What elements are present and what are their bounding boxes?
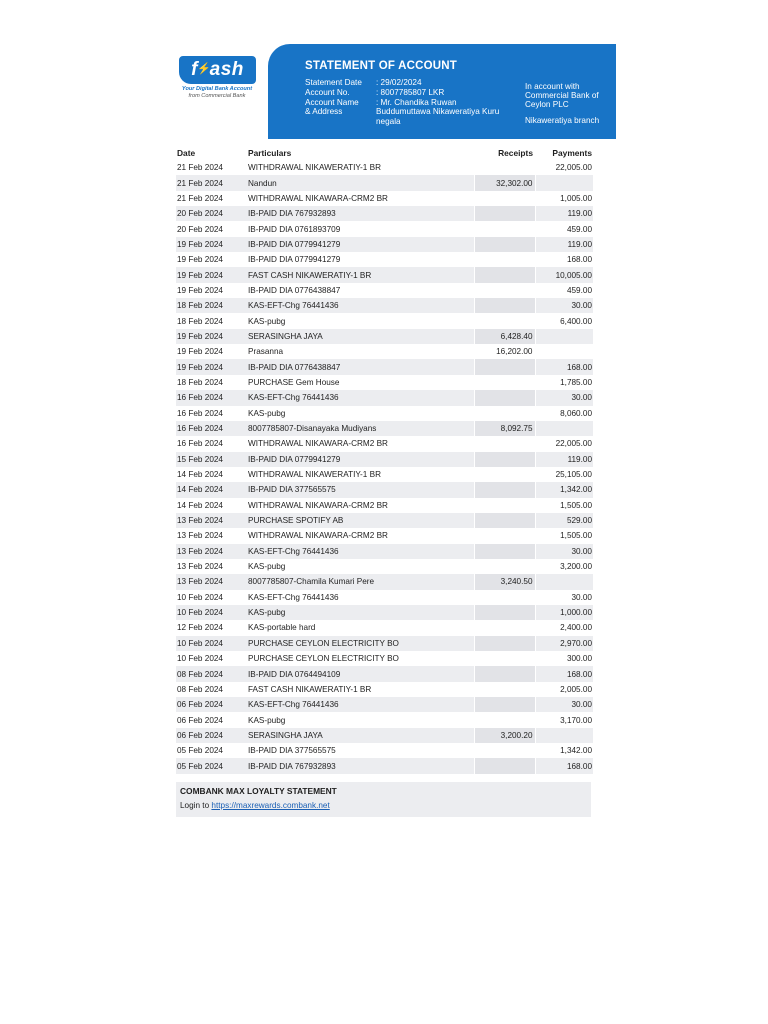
payments-cell: 30.00 (571, 592, 592, 602)
particulars-cell: IB-PAID DIA 767932893 (248, 758, 474, 773)
receipts-cell (474, 359, 535, 374)
date-cell: 12 Feb 2024 (177, 623, 223, 633)
lightning-bolt-icon: ⚡ (196, 62, 211, 75)
particulars-cell: FAST CASH NIKAWERATIY-1 BR (248, 267, 474, 282)
table-row (176, 728, 593, 743)
date-cell: 10 Feb 2024 (176, 636, 248, 651)
receipts-cell (474, 390, 535, 405)
particulars-cell: IB-PAID DIA 0779941279 (248, 237, 474, 252)
particulars-cell: KAS-pubg (248, 605, 474, 620)
payments-cell: 529.00 (535, 513, 593, 528)
payments-cell: 119.00 (535, 452, 593, 467)
particulars-cell: FAST CASH NIKAWERATIY-1 BR (248, 684, 372, 694)
particulars-cell: WITHDRAWAL NIKAWERATIY-1 BR (248, 470, 381, 480)
particulars-cell: IB-PAID DIA 767932893 (248, 206, 474, 221)
date-cell: 15 Feb 2024 (176, 452, 248, 467)
particulars-cell: IB-PAID DIA 0779941279 (248, 255, 341, 265)
date-cell: 06 Feb 2024 (177, 715, 223, 725)
login-prefix: Login to (180, 801, 212, 810)
table-row (176, 651, 593, 666)
account-name-row (305, 98, 524, 108)
receipts-cell: 32,302.00 (474, 175, 535, 190)
table-row (176, 452, 593, 467)
payments-cell: 168.00 (535, 666, 593, 681)
receipts-cell: 6,428.40 (474, 329, 535, 344)
receipts-cell (474, 513, 535, 528)
payments-cell: 2,400.00 (560, 623, 592, 633)
table-row (176, 390, 593, 405)
receipts-cell: 8,092.75 (474, 421, 535, 436)
payments-cell: 168.00 (535, 758, 593, 773)
particulars-cell: WITHDRAWAL NIKAWARA-CRM2 BR (248, 193, 388, 203)
flash-logo (179, 56, 256, 84)
payments-header: Payments (552, 148, 592, 158)
date-cell: 18 Feb 2024 (177, 377, 223, 387)
bank-name-text: In account with Commercial Bank of Ceylon PLC (525, 82, 599, 110)
receipts-cell: 3,240.50 (474, 574, 535, 589)
receipts-cell: 16,202.00 (474, 344, 535, 359)
date-cell: 16 Feb 2024 (177, 439, 223, 449)
receipts-cell (474, 252, 535, 267)
transactions-table (176, 146, 593, 774)
payments-cell: 1,342.00 (560, 746, 592, 756)
table-row (176, 206, 593, 221)
date-cell: 19 Feb 2024 (176, 359, 248, 374)
receipts-cell (474, 436, 535, 451)
table-row (176, 160, 593, 175)
table-row (176, 421, 593, 436)
date-cell: 19 Feb 2024 (177, 255, 223, 265)
payments-cell: 459.00 (566, 285, 592, 295)
payments-cell: 1,000.00 (535, 605, 593, 620)
particulars-cell: SERASINGHA JAYA (248, 728, 474, 743)
loyalty-statement-box (176, 782, 591, 817)
payments-cell: 22,005.00 (555, 163, 592, 173)
receipts-cell: 3,200.20 (474, 728, 535, 743)
receipts-cell (474, 605, 535, 620)
table-row (176, 513, 593, 528)
receipts-cell (474, 559, 535, 574)
date-header: Date (177, 148, 196, 158)
address-label: & Address (305, 107, 343, 117)
particulars-cell: IB-PAID DIA 0776438847 (248, 359, 474, 374)
particulars-cell: IB-PAID DIA 0761893709 (248, 224, 341, 234)
particulars-cell: PURCHASE CEYLON ELECTRICITY BO (248, 654, 399, 664)
particulars-header: Particulars (248, 148, 292, 158)
date-cell: 18 Feb 2024 (176, 298, 248, 313)
table-row (176, 298, 593, 313)
address-value: Buddumuttawa Nikaweratiya Kuru negala (376, 107, 500, 127)
payments-cell: 3,170.00 (560, 715, 592, 725)
date-cell: 06 Feb 2024 (176, 697, 248, 712)
table-row (176, 329, 593, 344)
payments-cell (535, 574, 593, 589)
receipts-cell (474, 206, 535, 221)
particulars-cell: WITHDRAWAL NIKAWERATIY-1 BR (248, 163, 381, 173)
date-cell: 19 Feb 2024 (177, 285, 223, 295)
date-cell: 13 Feb 2024 (176, 513, 248, 528)
receipts-cell (474, 482, 535, 497)
particulars-cell: KAS-pubg (248, 715, 286, 725)
date-cell: 13 Feb 2024 (177, 531, 223, 541)
payments-cell (535, 344, 593, 359)
particulars-cell: Nandun (248, 175, 474, 190)
receipts-cell (474, 758, 535, 773)
table-row (176, 758, 593, 773)
logo-tagline-line-1: Your Digital Bank Account (181, 86, 253, 92)
table-header-row (176, 146, 593, 160)
payments-cell (535, 421, 593, 436)
table-row (176, 436, 593, 451)
payments-cell: 1,005.00 (560, 193, 592, 203)
loyalty-login-line (180, 801, 330, 810)
account-no-row (305, 88, 524, 98)
receipts-cell (474, 452, 535, 467)
payments-cell: 1,505.00 (560, 531, 592, 541)
receipts-cell (474, 283, 535, 298)
account-details (305, 78, 524, 127)
payments-cell: 6,400.00 (560, 316, 592, 326)
date-cell: 18 Feb 2024 (177, 316, 223, 326)
particulars-cell: KAS-EFT-Chg 76441436 (248, 544, 474, 559)
date-cell: 14 Feb 2024 (177, 470, 223, 480)
date-cell: 05 Feb 2024 (177, 746, 223, 756)
table-row (176, 712, 593, 727)
receipts-cell (474, 544, 535, 559)
payments-cell: 3,200.00 (560, 562, 592, 572)
particulars-cell: PURCHASE SPOTIFY AB (248, 513, 474, 528)
table-row (176, 467, 593, 482)
receipts-cell (474, 313, 535, 328)
logo-word-left: f (191, 59, 198, 80)
table-row (176, 482, 593, 497)
payments-cell: 119.00 (535, 206, 593, 221)
date-cell: 10 Feb 2024 (177, 592, 223, 602)
branch-name: Nikaweratiya branch (525, 115, 600, 125)
table-row (176, 191, 593, 206)
particulars-cell: KAS-pubg (248, 562, 286, 572)
table-row (176, 498, 593, 513)
payments-cell: 30.00 (535, 298, 593, 313)
date-cell: 10 Feb 2024 (177, 654, 223, 664)
receipts-cell (474, 636, 535, 651)
table-row (176, 252, 593, 267)
payments-cell: 10,005.00 (535, 267, 593, 282)
receipts-cell (474, 160, 535, 175)
receipts-cell (474, 743, 535, 758)
date-cell: 08 Feb 2024 (177, 684, 223, 694)
particulars-cell: KAS-EFT-Chg 76441436 (248, 390, 474, 405)
statement-title: STATEMENT OF ACCOUNT (305, 60, 457, 72)
payments-cell (535, 728, 593, 743)
table-row (176, 559, 593, 574)
receipts-cell (474, 590, 535, 605)
particulars-cell: KAS-EFT-Chg 76441436 (248, 592, 339, 602)
date-cell: 21 Feb 2024 (176, 175, 248, 190)
table-row (176, 697, 593, 712)
table-row (176, 359, 593, 374)
logo-tagline (172, 86, 262, 100)
particulars-cell: WITHDRAWAL NIKAWARA-CRM2 BR (248, 500, 388, 510)
payments-cell: 1,342.00 (535, 482, 593, 497)
date-cell: 10 Feb 2024 (176, 605, 248, 620)
payments-cell: 30.00 (535, 697, 593, 712)
statement-date-value: : 29/02/2024 (376, 78, 422, 87)
date-cell: 20 Feb 2024 (176, 206, 248, 221)
table-row (176, 175, 593, 190)
receipts-cell (474, 682, 535, 697)
table-row (176, 605, 593, 620)
particulars-cell: Prasanna (248, 347, 284, 357)
loyalty-title: COMBANK MAX LOYALTY STATEMENT (180, 786, 337, 796)
receipts-cell (474, 528, 535, 543)
date-cell: 13 Feb 2024 (176, 544, 248, 559)
table-row (176, 313, 593, 328)
receipts-cell (474, 406, 535, 421)
particulars-cell: PURCHASE CEYLON ELECTRICITY BO (248, 636, 474, 651)
receipts-cell (474, 697, 535, 712)
particulars-cell: 8007785807-Chamila Kumari Pere (248, 574, 474, 589)
account-name-label: Account Name (305, 97, 359, 107)
date-cell: 16 Feb 2024 (176, 390, 248, 405)
payments-cell (535, 329, 593, 344)
receipts-header: Receipts (498, 148, 533, 158)
receipts-cell (474, 221, 535, 236)
particulars-cell: WITHDRAWAL NIKAWARA-CRM2 BR (248, 531, 388, 541)
payments-cell (535, 175, 593, 190)
statement-date-row (305, 78, 524, 88)
particulars-cell: KAS-pubg (248, 408, 286, 418)
payments-cell: 168.00 (535, 359, 593, 374)
date-cell: 21 Feb 2024 (177, 193, 223, 203)
payments-cell: 30.00 (535, 390, 593, 405)
receipts-cell (474, 191, 535, 206)
payments-cell: 119.00 (535, 237, 593, 252)
table-row (176, 406, 593, 421)
table-row (176, 636, 593, 651)
receipts-cell (474, 666, 535, 681)
account-no-label: Account No. (305, 87, 350, 97)
table-row (176, 375, 593, 390)
table-row (176, 682, 593, 697)
payments-cell: 25,105.00 (555, 470, 592, 480)
particulars-cell: KAS-EFT-Chg 76441436 (248, 298, 474, 313)
date-cell: 06 Feb 2024 (176, 728, 248, 743)
table-row (176, 620, 593, 635)
payments-cell: 30.00 (535, 544, 593, 559)
date-cell: 05 Feb 2024 (176, 758, 248, 773)
payments-cell: 300.00 (566, 654, 592, 664)
maxrewards-link[interactable]: https://maxrewards.combank.net (211, 801, 330, 810)
particulars-cell: KAS-pubg (248, 316, 286, 326)
statement-date-label: Statement Date (305, 78, 362, 87)
table-row (176, 283, 593, 298)
date-cell: 16 Feb 2024 (176, 421, 248, 436)
payments-cell: 22,005.00 (555, 439, 592, 449)
table-row (176, 574, 593, 589)
bank-info (525, 82, 615, 125)
date-cell: 21 Feb 2024 (177, 163, 223, 173)
receipts-cell (474, 267, 535, 282)
particulars-cell: 8007785807-Disanayaka Mudiyans (248, 421, 474, 436)
date-cell: 20 Feb 2024 (177, 224, 223, 234)
payments-cell: 2,970.00 (535, 636, 593, 651)
statement-header (268, 44, 616, 139)
table-row (176, 544, 593, 559)
particulars-cell: IB-PAID DIA 0779941279 (248, 452, 474, 467)
logo-tagline-line-2: from Commercial Bank (188, 93, 246, 99)
table-row (176, 237, 593, 252)
date-cell: 14 Feb 2024 (176, 482, 248, 497)
receipts-cell (474, 298, 535, 313)
table-row (176, 221, 593, 236)
receipts-cell (474, 712, 535, 727)
date-cell: 13 Feb 2024 (176, 574, 248, 589)
receipts-cell (474, 620, 535, 635)
payments-cell: 2,005.00 (560, 684, 592, 694)
date-cell: 19 Feb 2024 (176, 329, 248, 344)
date-cell: 14 Feb 2024 (177, 500, 223, 510)
particulars-cell: PURCHASE Gem House (248, 377, 340, 387)
particulars-cell: IB-PAID DIA 0776438847 (248, 285, 341, 295)
payments-cell: 1,785.00 (560, 377, 592, 387)
receipts-cell (474, 651, 535, 666)
account-name-value: : Mr. Chandika Ruwan (376, 97, 457, 107)
payments-cell: 8,060.00 (560, 408, 592, 418)
account-no-value: : 8007785807 LKR (376, 87, 445, 97)
receipts-cell (474, 375, 535, 390)
table-row (176, 267, 593, 282)
receipts-cell (474, 467, 535, 482)
table-row (176, 743, 593, 758)
date-cell: 19 Feb 2024 (177, 347, 223, 357)
receipts-cell (474, 237, 535, 252)
particulars-cell: KAS-EFT-Chg 76441436 (248, 697, 474, 712)
date-cell: 16 Feb 2024 (177, 408, 223, 418)
payments-cell: 1,505.00 (560, 500, 592, 510)
table-row (176, 344, 593, 359)
receipts-cell (474, 498, 535, 513)
table-row (176, 590, 593, 605)
date-cell: 13 Feb 2024 (177, 562, 223, 572)
particulars-cell: IB-PAID DIA 377565575 (248, 746, 336, 756)
date-cell: 08 Feb 2024 (176, 666, 248, 681)
address-row (305, 107, 524, 127)
particulars-cell: IB-PAID DIA 0764494109 (248, 666, 474, 681)
logo-word-right: ash (209, 59, 244, 80)
table-row (176, 528, 593, 543)
table-row (176, 666, 593, 681)
particulars-cell: KAS-portable hard (248, 623, 316, 633)
payments-cell: 459.00 (566, 224, 592, 234)
date-cell: 19 Feb 2024 (176, 237, 248, 252)
payments-cell: 168.00 (566, 255, 592, 265)
particulars-cell: IB-PAID DIA 377565575 (248, 482, 474, 497)
particulars-cell: SERASINGHA JAYA (248, 329, 474, 344)
particulars-cell: WITHDRAWAL NIKAWARA-CRM2 BR (248, 439, 388, 449)
date-cell: 19 Feb 2024 (176, 267, 248, 282)
